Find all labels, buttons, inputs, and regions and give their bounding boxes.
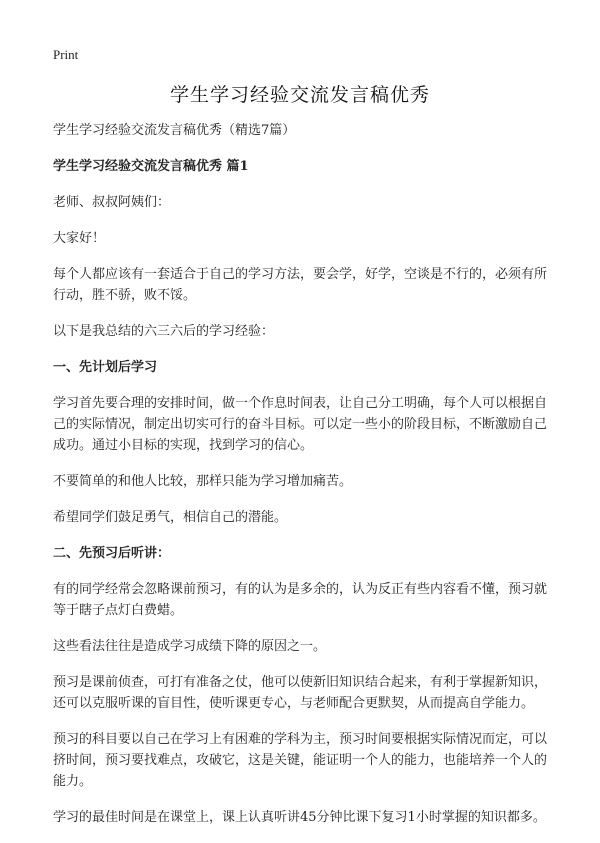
paragraph: 预习的科目要以自己在学习上有困难的学科为主，预习时间要根据实际情况而定，可以挤时间，预习要找难点，攻破它，这是关键，能证明一个人的能力，也能培养一个人的能力。 [53,732,548,789]
section-title: 学生学习经验交流发言稿优秀 篇1 [53,159,249,174]
paragraph: 预习是课前侦查，可打有准备之仗，他可以使新旧知识结合起来，有利于掌握新知识，还可以克服听课的盲目性，使听课更专心，与老师配合更默契，从而提高自学能力。 [53,675,548,711]
paragraph-hello: 大家好！ [53,231,106,246]
section-heading-preview: 二、先预习后听讲： [53,546,171,561]
paragraph: 希望同学们鼓足勇气，相信自己的潜能。 [53,510,288,525]
paragraph: 每个人都应该有一套适合于自己的学习方法，要会学，好学，空谈是不行的，必须有所行动，胜不骄，败不馁。 [53,267,548,303]
paragraph: 以下是我总结的六三六后的学习经验： [53,324,275,339]
section-heading-plan: 一、先计划后学习 [53,360,158,375]
paragraph: 学习首先要合理的安排时间，做一个作息时间表，让自己分工明确，每个人可以根据自己的实际情况，制定出切实可行的奋斗目标。可以定一些小的阶段目标，不断激励自己成功。通过小目标的实现，找到学习的信心。 [53,396,548,453]
paragraph: 学习的最佳时间是在课堂上，课上认真听讲45分钟比课下复习1小时掌握的知识都多。 [53,810,546,825]
document-body [53,120,553,843]
paragraph-greeting: 老师、叔叔阿姨们： [53,195,171,210]
paragraph: 有的同学经常会忽略课前预习，有的认为是多余的，认为反正有些内容看不懂，预习就等于瞎子点灯白费蜡。 [53,582,548,618]
print-link[interactable]: Print [53,47,79,62]
document-title: 学生学习经验交流发言稿优秀 [169,84,430,106]
paragraph: 这些看法往往是造成学习成绩下降的原因之一。 [53,639,327,654]
document-subtitle: 学生学习经验交流发言稿优秀（精选7篇） [53,123,296,138]
paragraph: 不要简单的和他人比较，那样只能为学习增加痛苦。 [53,474,353,489]
